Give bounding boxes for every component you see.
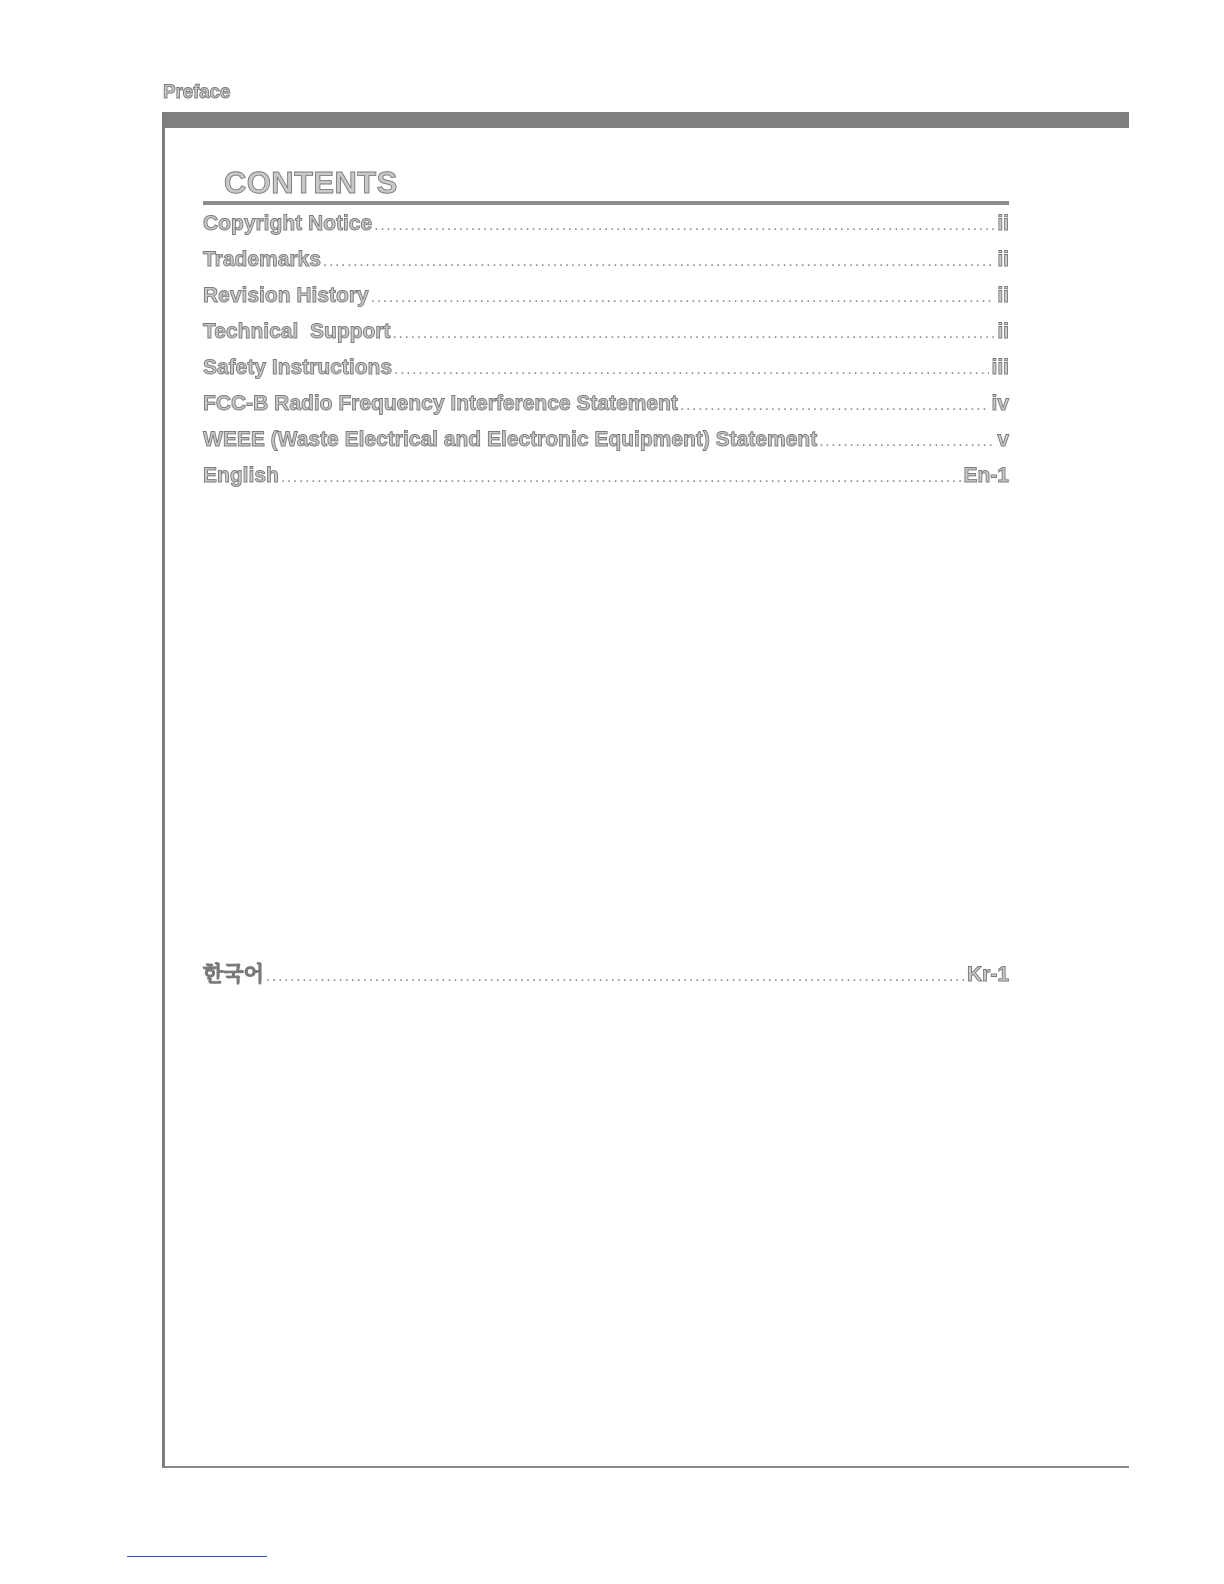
toc-entry-technical-support[interactable] <box>203 320 1009 356</box>
toc-entry-page: ii <box>997 320 1009 343</box>
toc-entry-label: Technical Support <box>203 320 391 343</box>
toc-entry-label: Trademarks <box>203 248 321 271</box>
dot-leader <box>323 253 995 271</box>
dot-leader <box>374 217 995 235</box>
toc-entry-page: ii <box>997 284 1009 307</box>
header-bar <box>165 112 1129 128</box>
dot-leader <box>371 289 996 307</box>
dot-leader <box>680 397 990 415</box>
toc-entry-english[interactable] <box>203 464 1009 500</box>
toc-entry-label: Revision History <box>203 284 369 307</box>
toc-entry-revision-history[interactable] <box>203 284 1009 320</box>
toc-entry-label: English <box>203 464 279 487</box>
toc-entry-fcc-b-statement[interactable] <box>203 392 1009 428</box>
toc-entry-safety-instructions[interactable] <box>203 356 1009 392</box>
dot-leader <box>394 361 989 379</box>
toc-entry-page: iii <box>991 356 1009 379</box>
toc-entry-page: iv <box>991 392 1009 415</box>
toc-entry-page: En-1 <box>963 464 1009 487</box>
contents-divider <box>203 201 1009 205</box>
toc-entry-page: ii <box>997 212 1009 235</box>
contents-title: CONTENTS <box>224 165 398 200</box>
toc-entry-label: FCC-B Radio Frequency Interference Statement <box>203 392 678 415</box>
dot-leader <box>281 469 962 487</box>
toc-entry-trademarks[interactable] <box>203 248 1009 284</box>
dot-leader <box>392 325 995 343</box>
toc-entry-page: v <box>997 428 1009 451</box>
toc-entry-label: WEEE (Waste Electrical and Electronic Equipment) Statement <box>203 428 818 451</box>
toc-entry-weee-statement[interactable] <box>203 428 1009 464</box>
toc-entry-label: Copyright Notice <box>203 212 373 235</box>
dot-leader <box>266 968 965 986</box>
section-label: Preface <box>163 82 231 103</box>
toc-entry-label: Safety Instructions <box>203 356 393 379</box>
toc-entry-copyright-notice[interactable] <box>203 212 1009 248</box>
toc-entry-korean[interactable] <box>203 958 1009 994</box>
dot-leader <box>819 433 995 451</box>
footer-link-underline[interactable] <box>127 1556 267 1557</box>
toc-entry-label: 한국어 <box>203 963 264 986</box>
table-of-contents <box>203 212 1009 500</box>
toc-entry-page: ii <box>997 248 1009 271</box>
toc-entry-page: Kr-1 <box>966 963 1009 986</box>
